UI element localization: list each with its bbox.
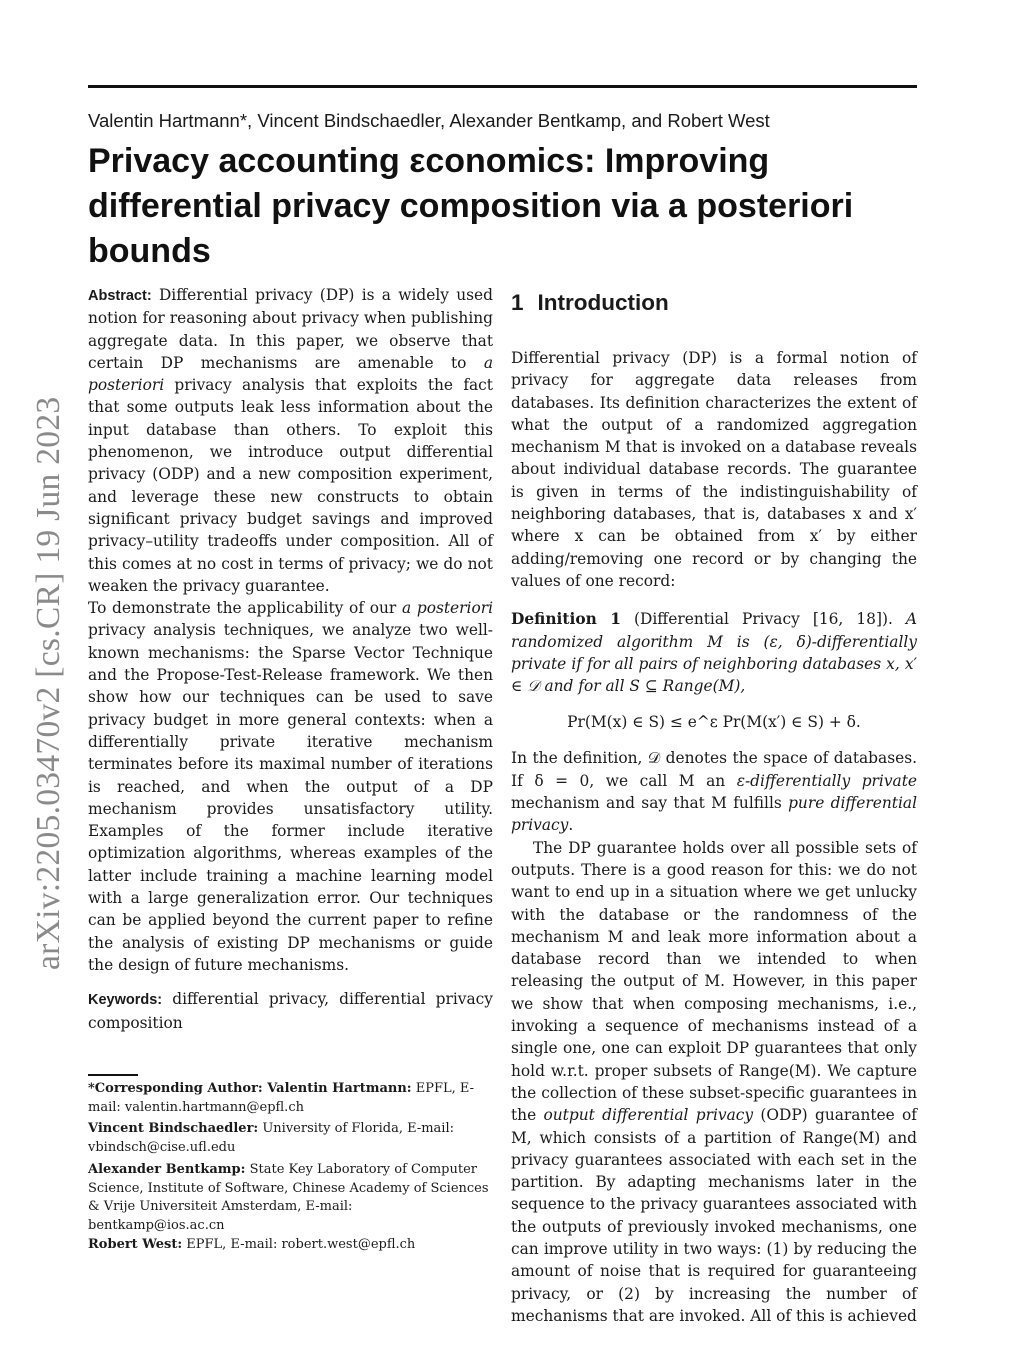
footnote-author-name: Vincent Bindschaedler: [88, 1121, 259, 1137]
intro-paragraph-1: Differential privacy (DP) is a formal notion of privacy for aggregate data releases from databases. Its definition characterizes the extent of what the output of a randomized aggregation mechanism M that is invoked on a database reveals about individual database records. The guarantee is given in terms of the indistinguishability of neighboring databases, that is, databases x and x′ where x can be obtained from x′ by either adding/removing one record or by changing the values of one record: [511, 349, 917, 590]
abstract-text: To demonstrate the applicability of our [88, 599, 402, 618]
definition-reference: (Differential Privacy [16, 18]). [621, 610, 893, 629]
abstract-emphasis: a posteriori [401, 599, 493, 618]
left-column [88, 284, 493, 1034]
definition-label: Definition 1 [511, 610, 621, 629]
abstract-text: Differential privacy (DP) is a widely used notion for reasoning about privacy when publishing aggregate data. In this paper, we observe that certain DP mechanisms are amenable to [88, 286, 493, 372]
intro-text: mechanism and say that M fulfills [511, 794, 789, 813]
footnote-author-name: *Corresponding Author: Valentin Hartmann: [88, 1081, 412, 1096]
footnote-affiliation: State Key Laboratory of Computer Science, Institute of Software, Chinese Academy of Sciences & Vrije Universiteit Amsterdam, E-mail: bentkamp@ios.ac.cn [88, 1161, 489, 1233]
intro-paragraph-2 [511, 747, 917, 836]
definition-body: A randomized algorithm M is (ε, δ)-differentially private if for all pairs of neighboring databases x, x′ ∈ 𝒟 and for all S ⊆ Range(M), [511, 610, 917, 696]
intro-emphasis: ε-differentially private [736, 771, 917, 790]
intro-text: In the definition, 𝒟 denotes the space of databases. If δ = 0, we call M an [511, 749, 917, 790]
footnote-affiliation: EPFL, E-mail: robert.west@epfl.ch [182, 1236, 416, 1252]
intro-text: The DP guarantee holds over all possible sets of outputs. There is a good reason for this: we do not want to end up in a situation where we get unlucky with the database or the randomness of the mechanism M and leak more information about a database record than we intended to when releasing the output of M. However, in this paper we show that when composing mechanisms, i.e., invoking a sequence of mechanisms instead of a single one, one can exploit DP guarantees that only hold w.r.t. proper subsets of Range(M). We capture the collection of these subset-specific guarantees in the [511, 838, 917, 1125]
author-list: Valentin Hartmann*, Vincent Bindschaedler, Alexander Bentkamp, and Robert West [88, 110, 770, 131]
section-heading-introduction [511, 286, 917, 320]
footnote-author-name: Alexander Bentkamp: [88, 1161, 246, 1177]
keywords-label: Keywords: [88, 992, 163, 1009]
intro-paragraph-3 [511, 837, 917, 1328]
footnote-affiliation: University of Florida, E-mail: vbindsch@cise.ufl.edu [88, 1121, 454, 1156]
right-column [511, 286, 917, 1327]
abstract-text: privacy analysis that exploits the fact that some outputs leak less information about the input database than others. To exploit this phenomenon, we introduce output differential privacy (ODP) and a new composition experiment, and leverage these new constructs to obtain significant privacy budget savings and improved privacy–utility tradeoffs under composition. All of this comes at no cost in terms of privacy; we do not weaken the privacy guarantee. [88, 376, 493, 595]
definition-1 [511, 608, 917, 697]
abstract-text: privacy analysis techniques, we analyze two well-known mechanisms: the Sparse Vector Technique and the Propose-Test-Release framework. We then show how our techniques can be used to save privacy budget in more general contexts: when a differentially private iterative mechanism terminates before its maximal number of iterations is reached, and when the output of a DP mechanism provides unsatisfactory utility. Examples of the former include iterative optimization algorithms, whereas examples of the latter include training a machine learning model with a large generalization error. Our techniques can be applied beyond the current paper to refine the analysis of existing DP mechanisms or guide the design of future mechanisms. [88, 621, 493, 974]
dp-equation: Pr(M(x) ∈ S) ≤ e^ε Pr(M(x′) ∈ S) + δ. [567, 713, 861, 732]
paper-title: Privacy accounting εconomics: Improving differential privacy composition via a posteriori bounds [88, 142, 854, 270]
section-title: Introduction [537, 290, 669, 315]
header-rule [88, 85, 917, 88]
author-footnotes [88, 1080, 493, 1254]
intro-text: (ODP) guarantee of M, which consists of a partition of Range(M) and privacy guarantees associated with each set in the partition. By adapting mechanisms later in the sequence to the privacy guarantees associated with the outputs of previously invoked mechanisms, one can improve utility in two ways: (1) by reducing the amount of noise that is required for guaranteeing privacy, or (2) by increasing the number of mechanisms that are invoked. All of this is achieved [511, 1106, 917, 1325]
arxiv-identifier[interactable]: arXiv:2205.03470v2 [cs.CR] 19 Jun 2023 [30, 396, 67, 970]
intro-emphasis: output differential privacy [543, 1106, 754, 1125]
intro-text: . [568, 816, 574, 835]
abstract-label: Abstract: [88, 288, 152, 304]
abstract-emphasis: a posteriori [88, 353, 493, 395]
abstract-paragraph-1 [88, 284, 493, 597]
keywords-text: differential privacy, differential privacy composition [88, 990, 493, 1032]
footnote-affiliation: EPFL, E-mail: valentin.hartmann@epfl.ch [88, 1081, 475, 1115]
footnote-west [88, 1236, 493, 1255]
section-number: 1 [511, 290, 524, 315]
footnote-author-name: Robert West: [88, 1236, 183, 1252]
footnote-hartmann [88, 1080, 493, 1117]
keywords [88, 988, 493, 1034]
footnote-bentkamp [88, 1161, 493, 1236]
footnote-bindschaedler [88, 1120, 493, 1157]
intro-emphasis: pure differential privacy [511, 794, 917, 835]
abstract-paragraph-2 [88, 597, 493, 976]
footnote-rule [88, 1074, 138, 1076]
